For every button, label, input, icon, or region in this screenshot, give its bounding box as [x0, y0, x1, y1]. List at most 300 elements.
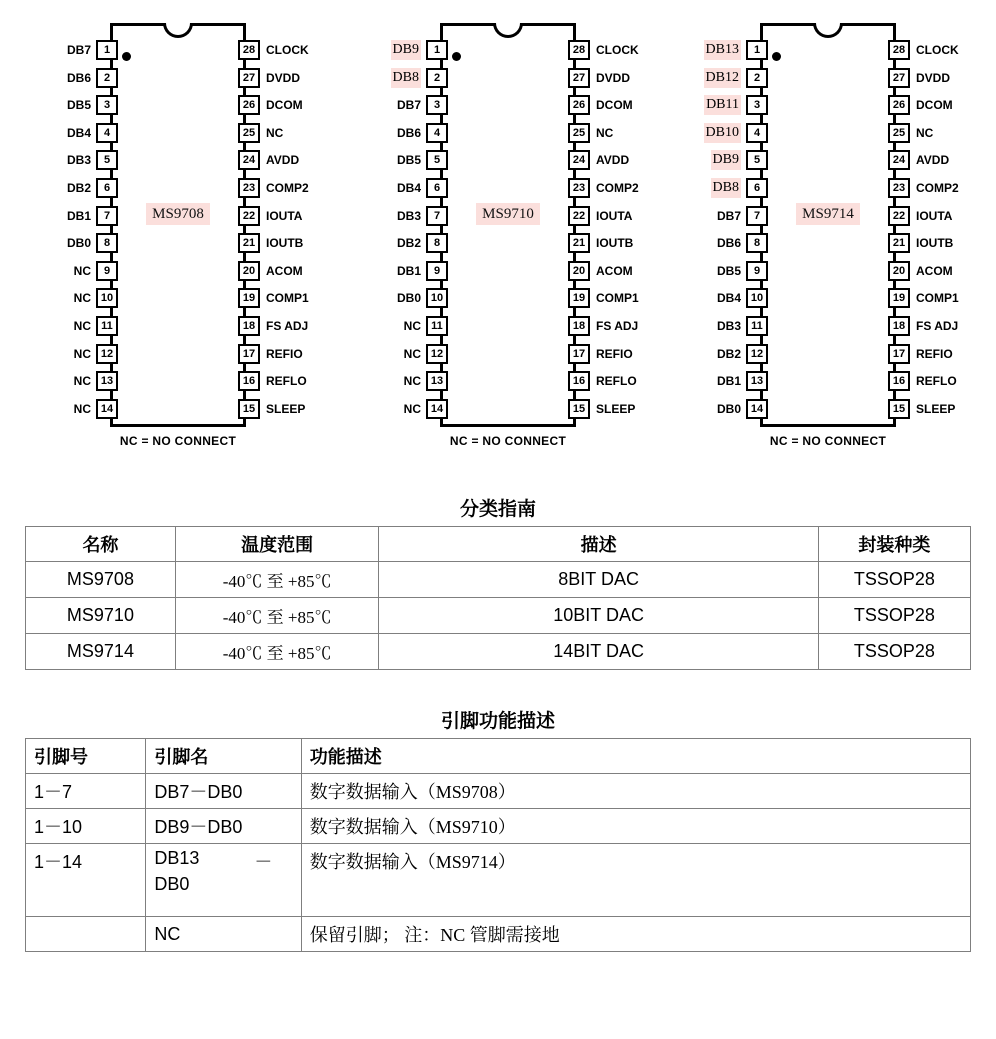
- pin-number-box: 13: [96, 371, 118, 391]
- column-header-package: 封装种类: [818, 527, 970, 562]
- pin-signal-label: FS ADJ: [596, 319, 639, 333]
- pin-number-box: 11: [426, 316, 448, 336]
- pin-signal-label: SLEEP: [266, 401, 306, 416]
- pin-signal-label: NC: [73, 291, 91, 306]
- pin1-marker-icon: [122, 52, 131, 61]
- column-header-pin-name: 引脚名: [146, 739, 301, 774]
- pin-name-line-2: DB0: [154, 874, 190, 894]
- pin-left-5: [376, 150, 448, 170]
- pin-number-box: 27: [568, 68, 590, 88]
- pin-signal-label: COMP2: [596, 181, 639, 195]
- pin-left-4: [696, 123, 768, 143]
- pin-right-22: [568, 206, 668, 226]
- pin-signal-label: DB5: [66, 98, 91, 113]
- pin-number-box: 28: [568, 40, 590, 60]
- pin-signal-label: NC: [403, 401, 421, 416]
- pin-signal-label: NC: [73, 401, 91, 416]
- pin-left-12: [696, 344, 768, 364]
- pin-number-box: 19: [568, 288, 590, 308]
- pin-number-box: 9: [426, 261, 448, 281]
- pin-number-box: 3: [426, 95, 448, 115]
- table-row: [26, 774, 971, 809]
- pin-right-16: [568, 371, 668, 391]
- pin-number-box: 13: [426, 371, 448, 391]
- pin-number-box: 20: [888, 261, 910, 281]
- pin-left-11: [46, 316, 118, 336]
- pin-function-title: 引脚功能描述: [440, 711, 555, 732]
- pin-signal-label: CLOCK: [916, 43, 959, 57]
- pin-signal-label: SLEEP: [916, 401, 956, 416]
- pin-signal-label: DB2: [66, 181, 91, 195]
- pin-left-10: [46, 288, 118, 308]
- pin-signal-label: DB6: [716, 236, 741, 251]
- pin-signal-label: DB5: [716, 263, 741, 278]
- pin-right-28: [238, 40, 338, 60]
- pin-number-box: 15: [888, 399, 910, 419]
- pin-signal-label: REFIO: [596, 346, 633, 361]
- pin-number-box: 28: [238, 40, 260, 60]
- pin-left-2: [46, 68, 118, 88]
- pin-signal-label: NC: [266, 125, 284, 140]
- pin-number-box: 21: [238, 233, 260, 253]
- pin-name-line-1: [154, 848, 272, 874]
- pin-right-18: [568, 316, 668, 336]
- package-diagram-ms9714: [668, 10, 988, 460]
- pin-number-box: 3: [746, 95, 768, 115]
- pin-right-15: [568, 399, 668, 419]
- pin-left-10: [376, 288, 448, 308]
- cell-description: 8BIT DAC: [379, 562, 818, 598]
- pin-number-box: 23: [238, 178, 260, 198]
- pin-right-19: [238, 288, 338, 308]
- pin-signal-label: AVDD: [266, 153, 300, 168]
- pin-right-21: [888, 233, 988, 253]
- pin-signal-label: DB8: [391, 68, 421, 88]
- pin-signal-label: DB2: [396, 236, 421, 251]
- pin-number-box: 20: [568, 261, 590, 281]
- pin-signal-label: NC: [596, 125, 614, 140]
- pin-right-17: [888, 344, 988, 364]
- pin-number-box: 22: [888, 206, 910, 226]
- table-row: [26, 917, 971, 952]
- pin-signal-label: COMP1: [266, 291, 309, 306]
- column-header-pin-number: 引脚号: [26, 739, 146, 774]
- chip-notch-icon: [813, 23, 843, 38]
- pin-number-box: 12: [426, 344, 448, 364]
- pin-number-box: 15: [238, 399, 260, 419]
- pin-signal-label: DB9: [391, 40, 421, 60]
- pin-right-21: [568, 233, 668, 253]
- pin-signal-label: REFIO: [916, 346, 953, 361]
- pin-number-box: 28: [888, 40, 910, 60]
- pin-number-box: 18: [888, 316, 910, 336]
- pin-right-26: [238, 95, 338, 115]
- pin-right-28: [568, 40, 668, 60]
- pin-signal-label: DB6: [396, 125, 421, 140]
- pin-left-10: [696, 288, 768, 308]
- pin-right-20: [568, 261, 668, 281]
- pin-number-box: 21: [888, 233, 910, 253]
- classification-guide-table: [25, 526, 971, 670]
- cell-pin-name: DB7－DB0: [146, 774, 301, 809]
- pin-right-17: [568, 344, 668, 364]
- pin-name-start: DB13: [154, 848, 200, 868]
- pin-right-23: [888, 178, 988, 198]
- pin-right-23: [238, 178, 338, 198]
- pin-signal-label: ACOM: [266, 263, 303, 278]
- pin-number-box: 24: [888, 150, 910, 170]
- pin1-marker-icon: [452, 52, 461, 61]
- pin-number-box: 19: [888, 288, 910, 308]
- pin-left-1: [46, 40, 118, 60]
- nc-legend: NC = NO CONNECT: [449, 434, 567, 448]
- pin-number-box: 12: [96, 344, 118, 364]
- pin-signal-label: DB0: [66, 236, 91, 251]
- cell-package-type: TSSOP28: [818, 634, 970, 670]
- pin-left-2: [696, 68, 768, 88]
- pin-signal-label: DVDD: [596, 70, 631, 85]
- pin-signal-label: IOUTB: [266, 236, 304, 251]
- pin-number-box: 6: [96, 178, 118, 198]
- column-header-temp: 温度范围: [175, 527, 379, 562]
- pin-number-box: 1: [746, 40, 768, 60]
- pin-number-box: 10: [96, 288, 118, 308]
- pin-number-box: 17: [238, 344, 260, 364]
- pin-number-box: 2: [746, 68, 768, 88]
- pin-number-box: 2: [96, 68, 118, 88]
- pin-name-dash: －: [254, 852, 273, 872]
- pin-number-box: 27: [888, 68, 910, 88]
- pin-signal-label: DB7: [716, 208, 741, 223]
- pin-signal-label: DCOM: [596, 98, 633, 113]
- pin-left-9: [376, 261, 448, 281]
- pin-signal-label: DB13: [704, 40, 741, 60]
- cell-temp-range: -40℃ 至 +85℃: [175, 562, 379, 598]
- pin-signal-label: DB4: [66, 125, 91, 140]
- pin-signal-label: FS ADJ: [916, 319, 959, 333]
- pin1-marker-icon: [772, 52, 781, 61]
- pin-number-box: 18: [238, 316, 260, 336]
- pin-right-16: [888, 371, 988, 391]
- cell-function-description: 数字数据输入（MS9708）: [301, 774, 970, 809]
- pin-right-24: [568, 150, 668, 170]
- pin-signal-label: AVDD: [916, 153, 950, 168]
- pin-signal-label: DB7: [396, 98, 421, 113]
- pin-left-3: [696, 95, 768, 115]
- pin-number-box: 6: [746, 178, 768, 198]
- pin-number-box: 18: [568, 316, 590, 336]
- pin-signal-label: ACOM: [916, 263, 953, 278]
- chip-body: [760, 23, 896, 427]
- cell-package-type: TSSOP28: [818, 598, 970, 634]
- pin-right-28: [888, 40, 988, 60]
- cell-temp-range: -40℃ 至 +85℃: [175, 634, 379, 670]
- pin-number-box: 15: [568, 399, 590, 419]
- pin-right-26: [568, 95, 668, 115]
- pin-number-box: 16: [568, 371, 590, 391]
- pin-right-18: [238, 316, 338, 336]
- pin-left-4: [46, 123, 118, 143]
- pin-right-18: [888, 316, 988, 336]
- pin-signal-label: CLOCK: [596, 43, 639, 57]
- pin-signal-label: DB3: [396, 208, 421, 223]
- cell-pin-number: 1－14: [26, 844, 146, 917]
- pin-number-box: 8: [746, 233, 768, 253]
- chip-notch-icon: [163, 23, 193, 38]
- cell-package-type: TSSOP28: [818, 562, 970, 598]
- table-row: [26, 809, 971, 844]
- pin-left-6: [376, 178, 448, 198]
- pin-signal-label: COMP1: [916, 291, 959, 306]
- pin-signal-label: NC: [73, 374, 91, 389]
- cell-description: 10BIT DAC: [379, 598, 818, 634]
- pin-right-26: [888, 95, 988, 115]
- pin-number-box: 11: [746, 316, 768, 336]
- pin-left-11: [696, 316, 768, 336]
- pin-signal-label: REFLO: [266, 374, 307, 389]
- pin-number-box: 11: [96, 316, 118, 336]
- pin-left-1: [376, 40, 448, 60]
- pin-number-box: 9: [746, 261, 768, 281]
- pin-signal-label: CLOCK: [266, 43, 309, 57]
- pin-right-22: [888, 206, 988, 226]
- cell-description: 14BIT DAC: [379, 634, 818, 670]
- pin-number-box: 7: [746, 206, 768, 226]
- pin-signal-label: DB4: [396, 181, 421, 195]
- pin-signal-label: DB3: [66, 153, 91, 168]
- pin-right-16: [238, 371, 338, 391]
- pin-signal-label: NC: [403, 346, 421, 361]
- pin-number-box: 1: [426, 40, 448, 60]
- cell-pin-number: 1－7: [26, 774, 146, 809]
- pin-right-27: [888, 68, 988, 88]
- table-row: [26, 598, 971, 634]
- pin-number-box: 10: [746, 288, 768, 308]
- pin-signal-label: COMP1: [596, 291, 639, 306]
- pin-number-box: 14: [426, 399, 448, 419]
- pin-signal-label: NC: [73, 319, 91, 333]
- pin-signal-label: DCOM: [916, 98, 953, 113]
- pin-right-25: [888, 123, 988, 143]
- pin-number-box: 2: [426, 68, 448, 88]
- pin-right-15: [888, 399, 988, 419]
- chip-part-number: MS9714: [764, 206, 892, 223]
- pin-number-box: 26: [568, 95, 590, 115]
- pin-number-box: 10: [426, 288, 448, 308]
- cell-part-name: MS9714: [26, 634, 176, 670]
- column-header-function: 功能描述: [301, 739, 970, 774]
- pin-number-box: 5: [96, 150, 118, 170]
- pin-number-box: 26: [238, 95, 260, 115]
- pin-left-6: [696, 178, 768, 198]
- pin-number-box: 6: [426, 178, 448, 198]
- pin-number-box: 17: [888, 344, 910, 364]
- pin-right-27: [238, 68, 338, 88]
- cell-pin-name: NC: [146, 917, 301, 952]
- pin-signal-label: DB5: [396, 153, 421, 168]
- pin-number-box: 9: [96, 261, 118, 281]
- pin-number-box: 26: [888, 95, 910, 115]
- pin-left-3: [46, 95, 118, 115]
- pin-signal-label: DB6: [66, 70, 91, 85]
- pin-left-12: [376, 344, 448, 364]
- pin-number-box: 12: [746, 344, 768, 364]
- pin-signal-label: DB4: [716, 291, 741, 306]
- pin-signal-label: IOUTB: [596, 236, 634, 251]
- pin-signal-label: ACOM: [596, 263, 633, 278]
- cell-pin-name: [146, 844, 301, 917]
- cell-function-description: 数字数据输入（MS9710）: [301, 809, 970, 844]
- pin-left-2: [376, 68, 448, 88]
- pin-left-13: [46, 371, 118, 391]
- pin-number-box: 7: [96, 206, 118, 226]
- cell-function-description: 保留引脚； 注：NC 管脚需接地: [301, 917, 970, 952]
- pin-right-19: [568, 288, 668, 308]
- pin-left-3: [376, 95, 448, 115]
- pin-left-4: [376, 123, 448, 143]
- pin-right-22: [238, 206, 338, 226]
- pin-number-box: 16: [238, 371, 260, 391]
- pin-number-box: 16: [888, 371, 910, 391]
- package-diagram-ms9708: [18, 10, 338, 460]
- chip-part-number: MS9708: [114, 206, 242, 223]
- chip-part-number: MS9710: [444, 206, 572, 223]
- pin-number-box: 5: [426, 150, 448, 170]
- pin-signal-label: DB7: [66, 43, 91, 57]
- pinout-diagram-row: [0, 0, 996, 460]
- pin-right-27: [568, 68, 668, 88]
- pin-right-19: [888, 288, 988, 308]
- classification-guide-title: 分类指南: [459, 499, 536, 520]
- pin-signal-label: DB2: [716, 346, 741, 361]
- pin-right-20: [888, 261, 988, 281]
- pin-left-1: [696, 40, 768, 60]
- pin-signal-label: DB3: [716, 319, 741, 333]
- cell-temp-range: -40℃ 至 +85℃: [175, 598, 379, 634]
- pin-signal-label: IOUTA: [266, 208, 303, 223]
- pin-signal-label: REFLO: [916, 374, 957, 389]
- pin-number-box: 22: [568, 206, 590, 226]
- pin-number-box: 14: [96, 399, 118, 419]
- pin-signal-label: IOUTB: [916, 236, 954, 251]
- pin-number-box: 19: [238, 288, 260, 308]
- cell-function-description: 数字数据输入（MS9714）: [301, 844, 970, 917]
- pin-signal-label: COMP2: [266, 181, 309, 195]
- pin-left-14: [376, 399, 448, 419]
- column-header-desc: 描述: [379, 527, 818, 562]
- table-header-row: [26, 739, 971, 774]
- cell-pin-number: [26, 917, 146, 952]
- cell-part-name: MS9708: [26, 562, 176, 598]
- pin-right-24: [238, 150, 338, 170]
- pin-left-11: [376, 316, 448, 336]
- pin-number-box: 1: [96, 40, 118, 60]
- pin-left-13: [376, 371, 448, 391]
- pin-signal-label: NC: [73, 346, 91, 361]
- pin-right-25: [238, 123, 338, 143]
- pin-number-box: 20: [238, 261, 260, 281]
- pin-signal-label: NC: [73, 263, 91, 278]
- table-row: [26, 634, 971, 670]
- pin-signal-label: DB0: [396, 291, 421, 306]
- pin-left-5: [696, 150, 768, 170]
- package-diagram-ms9710: [348, 10, 668, 460]
- pin-right-15: [238, 399, 338, 419]
- pin-right-23: [568, 178, 668, 198]
- pin-left-9: [46, 261, 118, 281]
- cell-part-name: MS9710: [26, 598, 176, 634]
- table-row: [26, 562, 971, 598]
- pin-signal-label: DB12: [704, 68, 741, 88]
- pin-left-8: [376, 233, 448, 253]
- pin-left-13: [696, 371, 768, 391]
- cell-pin-number: 1－10: [26, 809, 146, 844]
- pin-signal-label: COMP2: [916, 181, 959, 195]
- pin-right-17: [238, 344, 338, 364]
- chip-notch-icon: [493, 23, 523, 38]
- pin-signal-label: DB8: [711, 178, 741, 198]
- pin-left-7: [46, 206, 118, 226]
- pin-number-box: 25: [238, 123, 260, 143]
- pin-signal-label: DB1: [716, 374, 741, 389]
- pin-number-box: 4: [746, 123, 768, 143]
- pin-signal-label: DB10: [704, 123, 741, 143]
- pin-signal-label: NC: [403, 319, 421, 333]
- pin-signal-label: DB1: [396, 263, 421, 278]
- column-header-name: 名称: [26, 527, 176, 562]
- pin-number-box: 17: [568, 344, 590, 364]
- pin-signal-label: DVDD: [916, 70, 951, 85]
- pin-number-box: 24: [568, 150, 590, 170]
- pin-signal-label: DB1: [66, 208, 91, 223]
- pin-signal-label: NC: [916, 125, 934, 140]
- pin-signal-label: DVDD: [266, 70, 301, 85]
- pin-right-25: [568, 123, 668, 143]
- pin-left-14: [46, 399, 118, 419]
- pin-signal-label: FS ADJ: [266, 319, 309, 333]
- pin-signal-label: DB0: [716, 401, 741, 416]
- table-header-row: [26, 527, 971, 562]
- chip-body: [110, 23, 246, 427]
- pin-signal-label: DCOM: [266, 98, 303, 113]
- pin-number-box: 5: [746, 150, 768, 170]
- pin-left-14: [696, 399, 768, 419]
- pin-signal-label: IOUTA: [596, 208, 633, 223]
- pin-number-box: 7: [426, 206, 448, 226]
- pin-number-box: 24: [238, 150, 260, 170]
- pin-left-7: [376, 206, 448, 226]
- pin-signal-label: SLEEP: [596, 401, 636, 416]
- pin-left-6: [46, 178, 118, 198]
- pin-left-9: [696, 261, 768, 281]
- pin-signal-label: NC: [403, 374, 421, 389]
- table-row: [26, 844, 971, 917]
- pin-right-21: [238, 233, 338, 253]
- pin-number-box: 25: [888, 123, 910, 143]
- pin-left-8: [696, 233, 768, 253]
- pin-signal-label: REFLO: [596, 374, 637, 389]
- pin-number-box: 25: [568, 123, 590, 143]
- pin-signal-label: AVDD: [596, 153, 630, 168]
- pin-number-box: 8: [96, 233, 118, 253]
- nc-legend: NC = NO CONNECT: [119, 434, 237, 448]
- pin-number-box: 14: [746, 399, 768, 419]
- pin-number-box: 27: [238, 68, 260, 88]
- pin-number-box: 23: [888, 178, 910, 198]
- cell-pin-name: DB9－DB0: [146, 809, 301, 844]
- pin-signal-label: IOUTA: [916, 208, 953, 223]
- pin-function-table: [25, 738, 971, 952]
